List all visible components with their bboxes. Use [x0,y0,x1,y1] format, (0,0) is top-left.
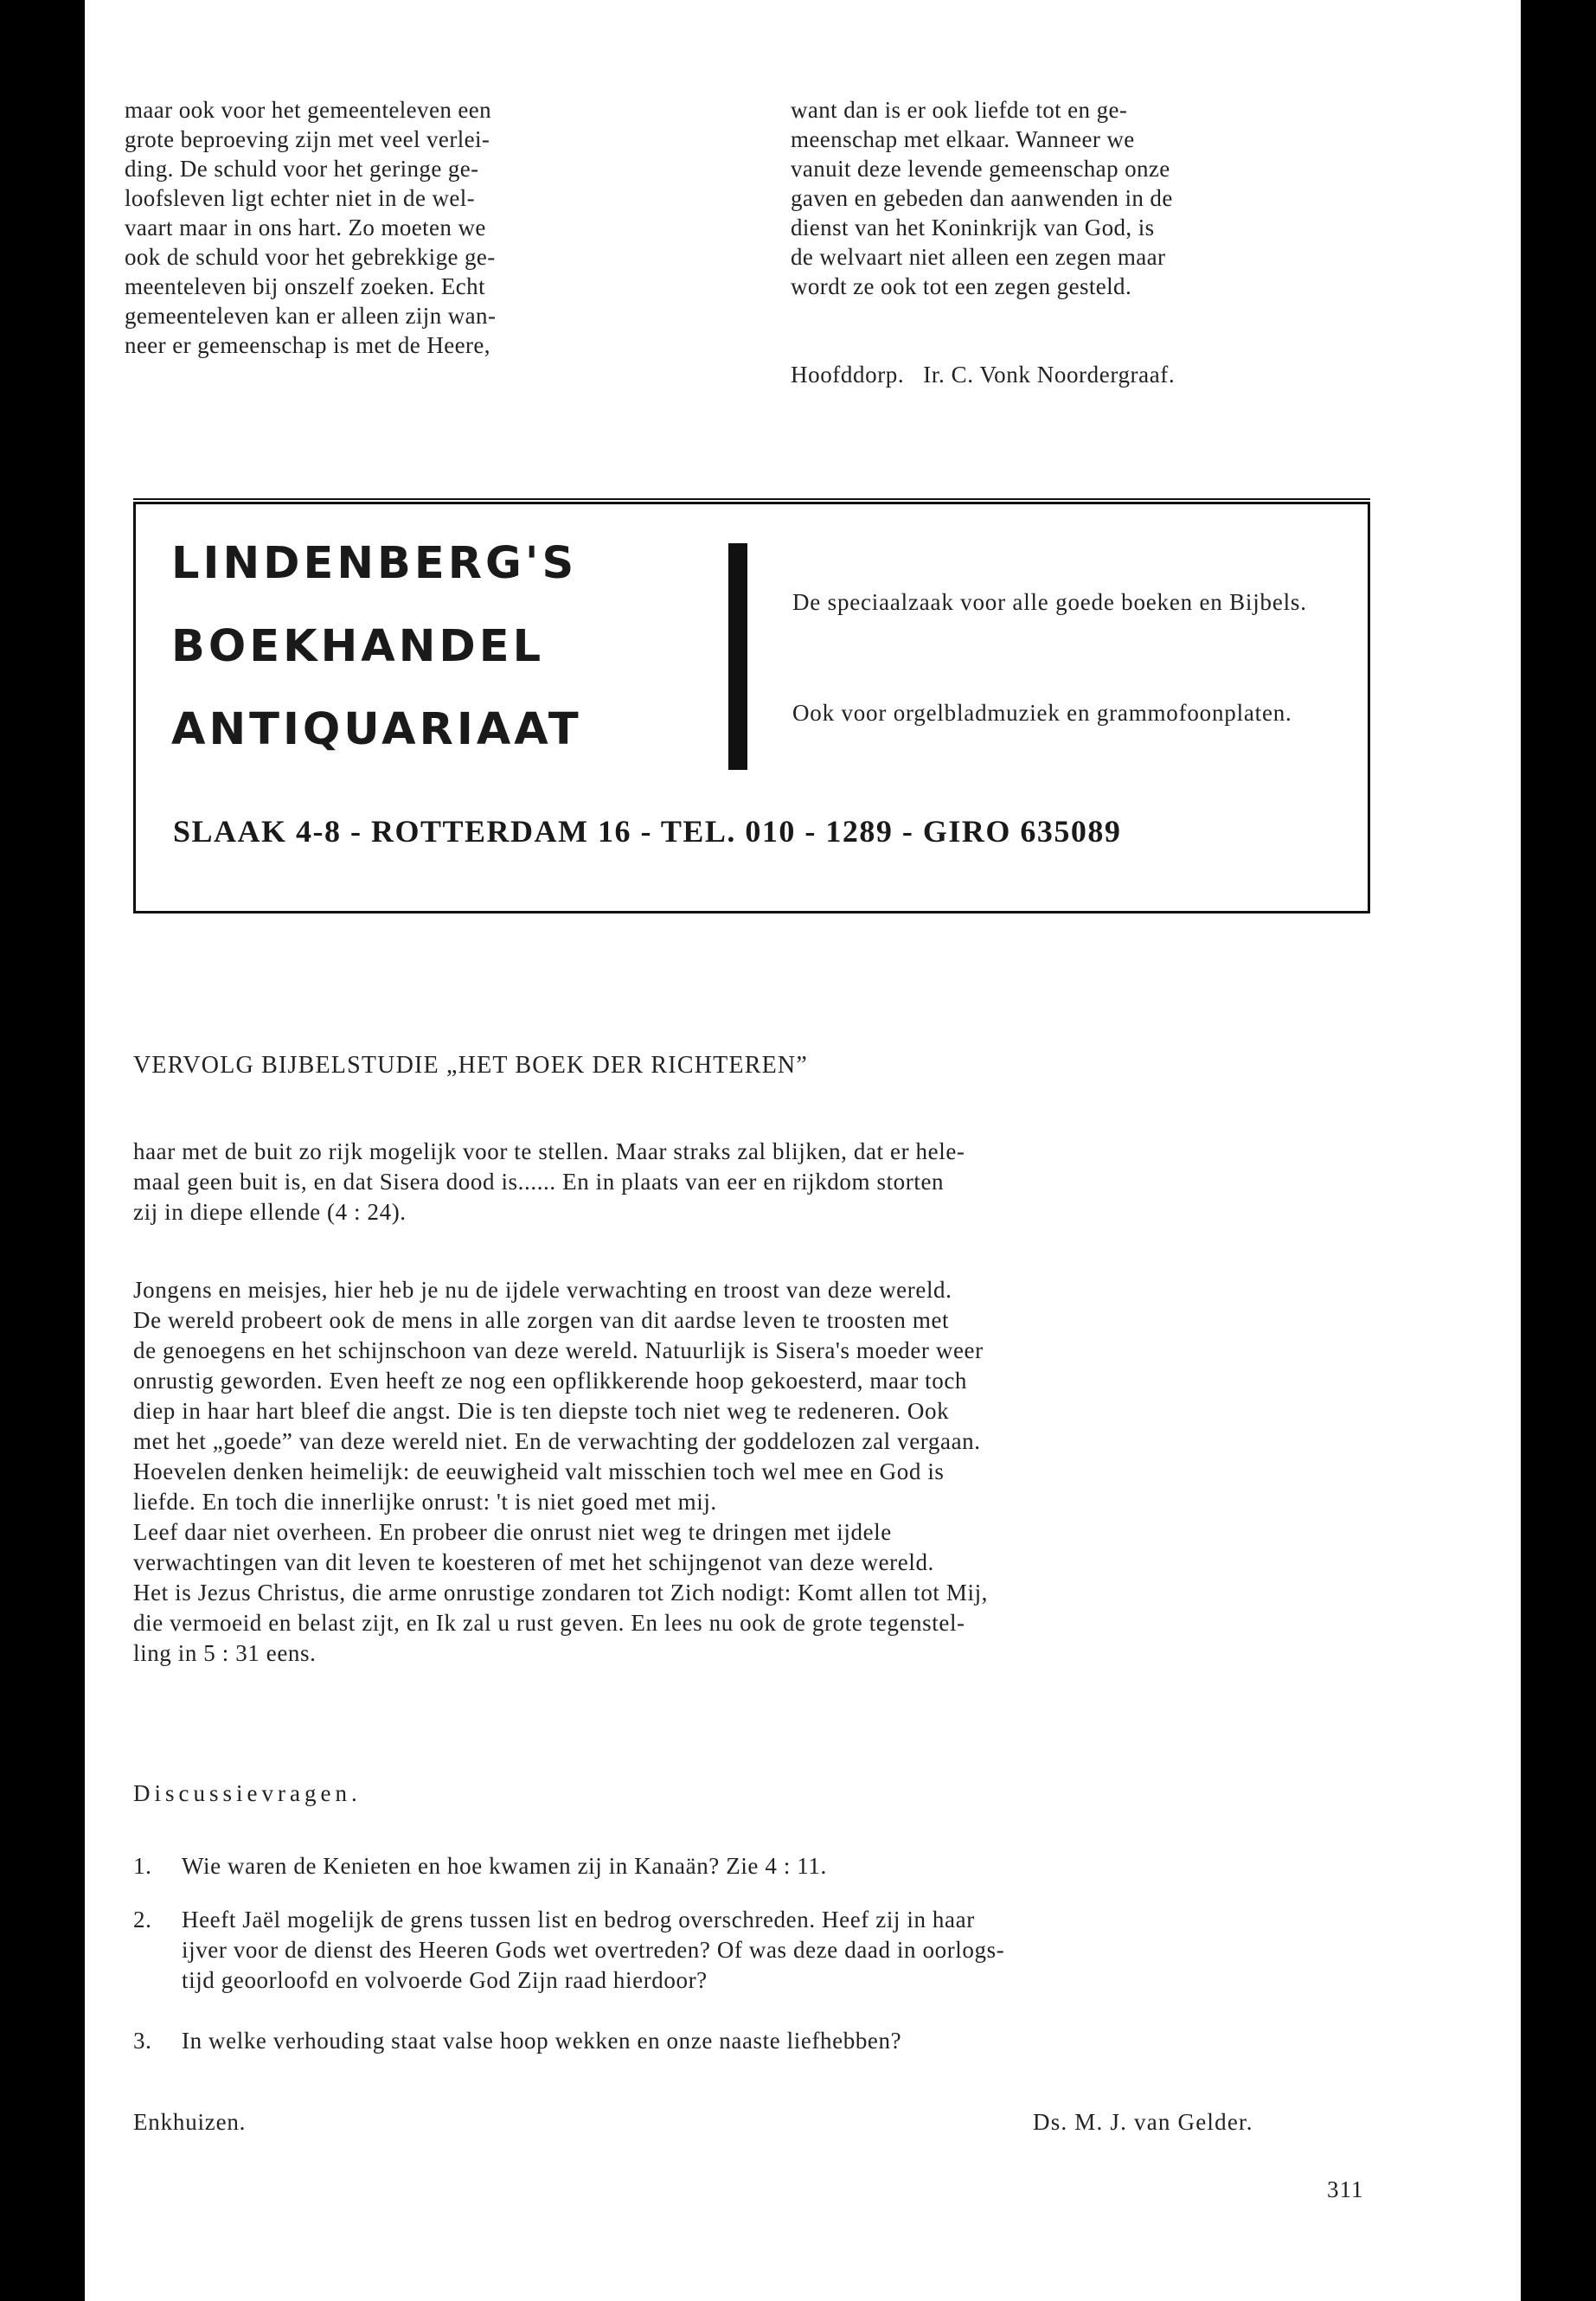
text-line: liefde. En toch die innerlijke onrust: 't is niet goed met mij. [133,1489,717,1515]
advertisement-divider-bar [728,543,747,770]
text-line: De wereld probeert ook de mens in alle zorgen van dit aardse leven te troosten met [133,1307,950,1333]
closing-place: Enkhuizen. [133,2109,247,2135]
scan-border-left [0,0,85,2301]
top-right-column [791,95,1462,301]
advertisement-description: Ook voor orgelbladmuziek en grammofoonplaten. [792,700,1292,726]
text-line: meenteleven bij onszelf zoeken. Echt [125,273,485,299]
advertisement-name-line: ANTIQUARIAAT [171,704,582,755]
text-line: gemeenteleven kan er alleen zijn wan- [125,303,497,329]
advertisement-name-line: BOEKHANDEL [171,621,545,672]
text-line: met het „goede” van deze wereld niet. En de verwachting der goddelozen zal vergaan. [133,1428,981,1454]
text-line: gaven en gebeden dan aanwenden in de [791,185,1173,211]
text-line: tijd geoorloofd en volvoerde God Zijn raad hierdoor? [182,1967,708,1993]
text-line: Het is Jezus Christus, die arme onrustige zondaren tot Zich nodigt: Komt allen tot Mij, [133,1580,989,1606]
text-line: vanuit deze levende gemeenschap onze [791,156,1170,182]
text-line: onrustig geworden. Even heeft ze nog een opflikkerende hoop gekoesterd, maar toch [133,1368,968,1394]
text-line: In welke verhouding staat valse hoop wekken en onze naaste liefhebben? [182,2028,902,2054]
text-line: ook de schuld voor het gebrekkige ge- [125,244,496,270]
top-left-column [125,95,789,360]
text-line: Heeft Jaël mogelijk de grens tussen list en bedrog overschreden. Heef zij in haar [182,1907,975,1932]
question-number: 3. [133,2028,152,2054]
question-text [182,1851,1460,1881]
question-text [182,1905,1460,1996]
top-signature: Hoofddorp. Ir. C. Vonk Noordergraaf. [791,362,1176,388]
text-line: zij in diepe ellende (4 : 24). [133,1199,407,1225]
text-line: loofsleven ligt echter niet in de wel- [125,185,476,211]
text-line: wordt ze ook tot een zegen gesteld. [791,273,1132,299]
question-number: 1. [133,1853,152,1879]
text-line: grote beproeving zijn met veel verlei- [125,126,490,152]
text-line: meenschap met elkaar. Wanneer we [791,126,1135,152]
advertisement-top-rule [133,498,1370,500]
text-line: Jongens en meisjes, hier heb je nu de ijdele verwachting en troost van deze wereld. [133,1277,952,1303]
text-line: ijver voor de dienst des Heeren Gods wet overtreden? Of was deze daad in oorlogs- [182,1937,1005,1963]
text-line: ling in 5 : 31 eens. [133,1640,317,1666]
article-paragraph [133,1137,1460,1227]
text-line: ding. De schuld voor het geringe ge- [125,156,479,182]
advertisement-description: De speciaalzaak voor alle goede boeken en Bijbels. [792,589,1307,615]
page-number: 311 [1327,2176,1364,2202]
article-paragraph [133,1275,1460,1669]
advertisement-address: SLAAK 4-8 - ROTTERDAM 16 - TEL. 010 - 1289 - GIRO 635089 [173,814,1122,849]
text-line: vaart maar in ons hart. Zo moeten we [125,215,486,240]
text-line: haar met de buit zo rijk mogelijk voor te stellen. Maar straks zal blijken, dat er hele- [133,1138,965,1164]
text-line: maar ook voor het gemeenteleven een [125,97,492,123]
text-line: maal geen buit is, en dat Sisera dood is...... En in plaats van eer en rijkdom storten [133,1169,945,1195]
text-line: Wie waren de Kenieten en hoe kwamen zij in Kanaän? Zie 4 : 11. [182,1853,827,1879]
text-line: de welvaart niet alleen een zegen maar [791,244,1166,270]
text-line: de genoegens en het schijnschoon van deze wereld. Natuurlijk is Sisera's moeder weer [133,1337,984,1363]
scan-border-right [1521,0,1596,2301]
text-line: diep in haar hart bleef die angst. Die is ten diepste toch niet weg te redeneren. Ook [133,1398,950,1424]
document-page [85,0,1521,2301]
question-number: 2. [133,1907,152,1932]
text-line: neer er gemeenschap is met de Heere, [125,332,490,358]
closing-author: Ds. M. J. van Gelder. [1033,2109,1253,2135]
text-line: dienst van het Koninkrijk van God, is [791,215,1155,240]
text-line: verwachtingen van dit leven te koesteren of met het schijngenot van deze wereld. [133,1549,934,1575]
discussion-heading: Discussievragen. [133,1780,362,1806]
article-heading: VERVOLG BIJBELSTUDIE „HET BOEK DER RICHTEREN” [133,1052,808,1079]
advertisement-name-line: LINDENBERG'S [171,538,578,589]
text-line: want dan is er ook liefde tot en ge- [791,97,1128,123]
text-line: Hoevelen denken heimelijk: de eeuwigheid valt misschien toch wel mee en God is [133,1458,945,1484]
text-line: die vermoeid en belast zijt, en Ik zal u rust geven. En lees nu ook de grote tegenstel- [133,1610,965,1636]
text-line: Leef daar niet overheen. En probeer die onrust niet weg te dringen met ijdele [133,1519,892,1545]
question-text [182,2026,1460,2056]
